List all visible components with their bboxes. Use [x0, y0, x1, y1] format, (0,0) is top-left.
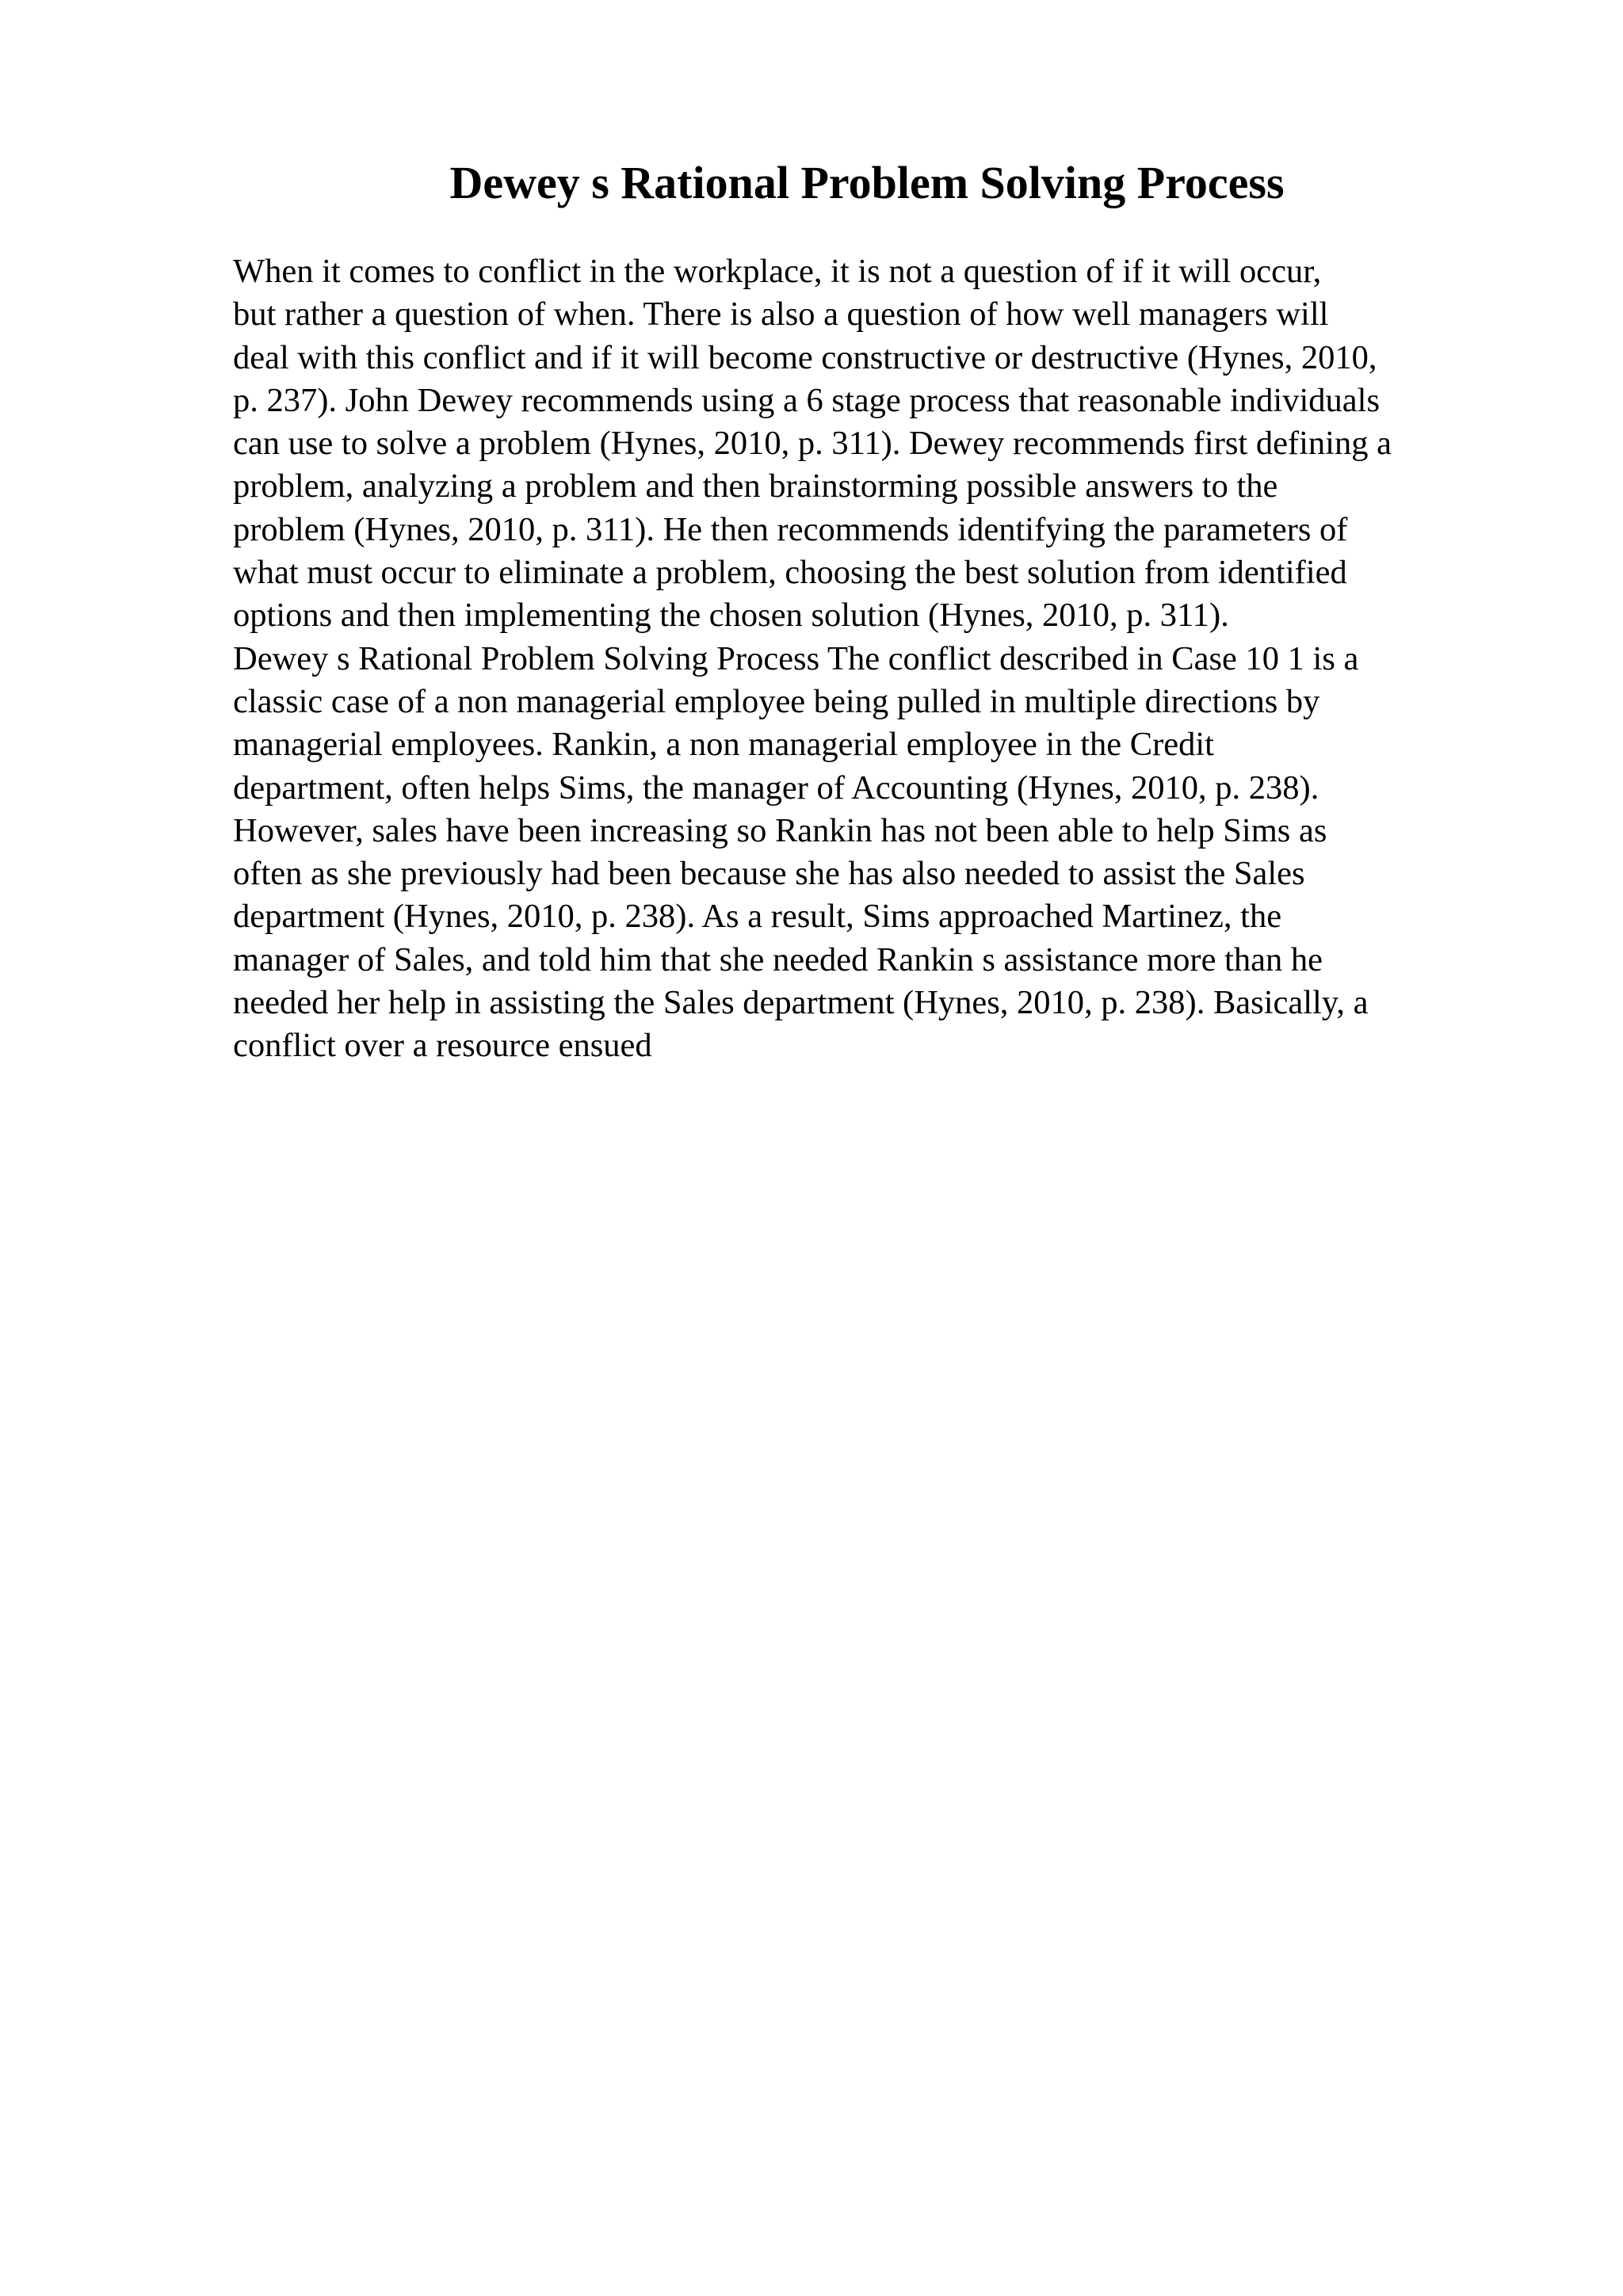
body-line: conflict over a resource ensued — [233, 1027, 652, 1065]
body-line: needed her help in assisting the Sales department (Hynes, 2010, p. 238). Basically, a — [233, 984, 1369, 1022]
body-line: Dewey s Rational Problem Solving Process The conflict described in Case 10 1 is a — [233, 639, 1359, 677]
body-line: but rather a question of when. There is also a question of how well managers will — [233, 296, 1329, 334]
body-line: manager of Sales, and told him that she needed Rankin s assistance more than he — [233, 940, 1323, 978]
body-line: problem (Hynes, 2010, p. 311). He then recommends identifying the parameters of — [233, 510, 1348, 548]
body-line: department (Hynes, 2010, p. 238). As a result, Sims approached Martinez, the — [233, 898, 1282, 936]
body-line: classic case of a non managerial employee being pulled in multiple directions by — [233, 682, 1320, 720]
body-line: often as she previously had been because she has also needed to assist the Sales — [233, 855, 1305, 893]
body-line: can use to solve a problem (Hynes, 2010, p. 311). Dewey recommends first defining a — [233, 425, 1392, 463]
body-line: deal with this conflict and if it will become constructive or destructive (Hynes, 2010, — [233, 338, 1377, 376]
body-line: department, often helps Sims, the manager of Accounting (Hynes, 2010, p. 238). — [233, 769, 1319, 807]
body-line: options and then implementing the chosen solution (Hynes, 2010, p. 311). — [233, 597, 1229, 635]
body-line: what must occur to eliminate a problem, choosing the best solution from identified — [233, 554, 1347, 592]
body-line: managerial employees. Rankin, a non managerial employee in the Credit — [233, 726, 1214, 764]
document-body — [233, 250, 1541, 1068]
body-line: When it comes to conflict in the workplace, it is not a question of if it will occur, — [233, 253, 1322, 290]
document-title: Dewey s Rational Problem Solving Process — [449, 157, 1285, 208]
body-line: p. 237). John Dewey recommends using a 6 stage process that reasonable individuals — [233, 381, 1381, 419]
body-line: problem, analyzing a problem and then brainstorming possible answers to the — [233, 467, 1278, 505]
body-line: However, sales have been increasing so Rankin has not been able to help Sims as — [233, 811, 1327, 849]
